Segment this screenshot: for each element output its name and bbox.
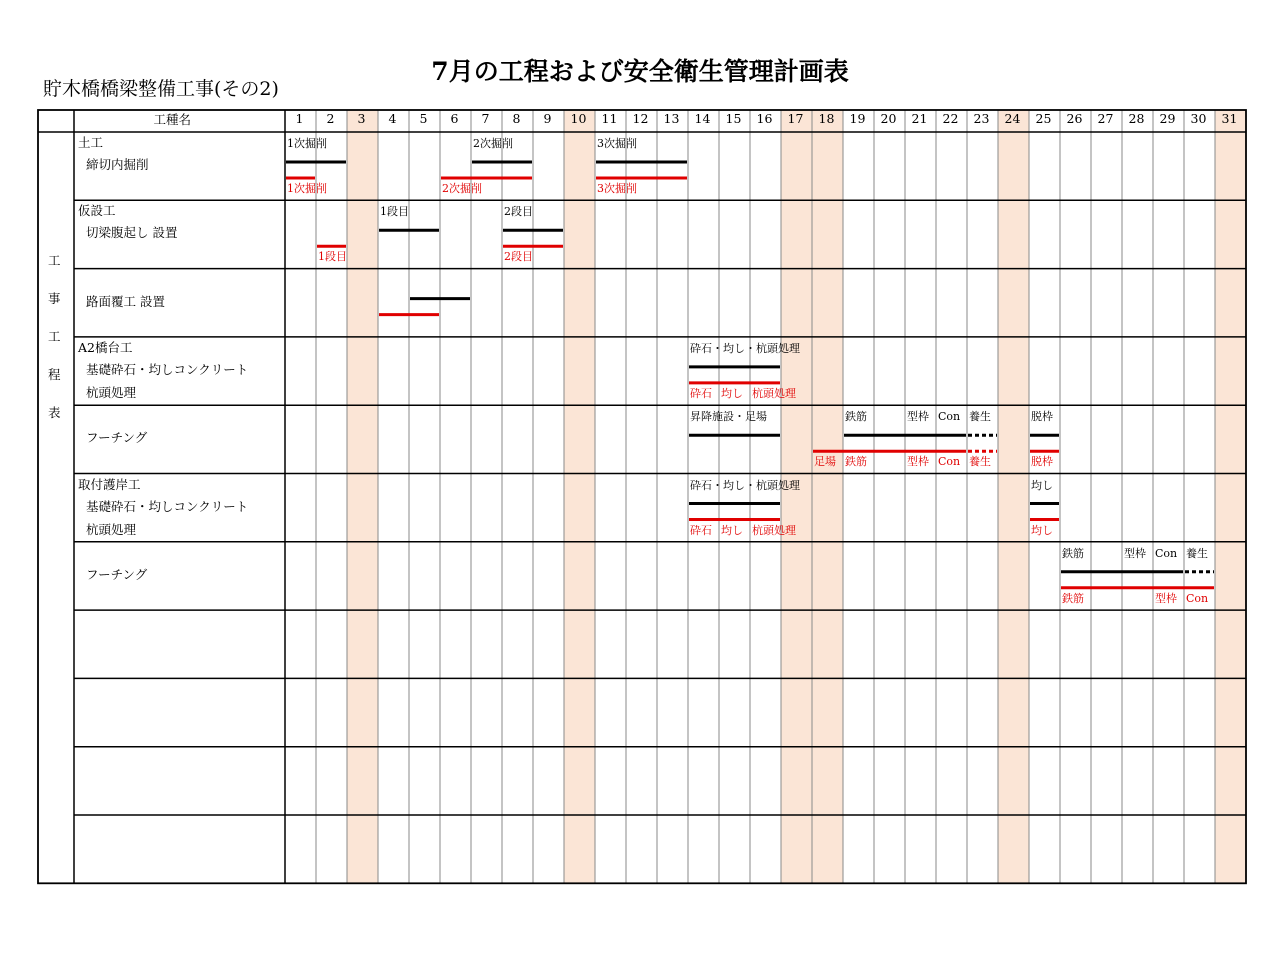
holiday-column — [347, 110, 378, 883]
plan-note: 養生 — [969, 410, 991, 424]
project-name: 貯木橋橋梁整備工事(その2) — [43, 78, 279, 100]
side-label-char: 工 — [48, 253, 61, 268]
safety-note: 2次掘削 — [442, 182, 482, 195]
side-label-char: 程 — [48, 367, 61, 382]
day-header: 9 — [543, 111, 552, 126]
day-header: 8 — [512, 111, 521, 126]
day-header: 21 — [911, 111, 928, 126]
day-header: 7 — [481, 111, 490, 126]
plan-note: 鉄筋 — [845, 410, 867, 424]
day-header: 23 — [973, 111, 990, 126]
plan-note: 養生 — [1186, 546, 1208, 560]
day-header: 22 — [942, 111, 959, 126]
day-header: 5 — [419, 111, 428, 126]
side-label-char: 事 — [48, 291, 61, 306]
plan-note: 昇降施設・足場 — [690, 410, 767, 424]
plan-note: 脱枠 — [1031, 410, 1053, 424]
safety-note: 型枠 — [907, 455, 929, 469]
safety-note: 1段目 — [318, 250, 347, 264]
day-header: 16 — [756, 111, 773, 126]
work-item: 杭頭処理 — [86, 384, 137, 400]
safety-note: Con — [938, 455, 961, 469]
plan-note: 砕石・均し・杭頭処理 — [690, 478, 800, 492]
day-header: 13 — [663, 111, 680, 126]
plan-note: 1次掘削 — [287, 137, 327, 150]
day-header: 11 — [601, 111, 618, 126]
safety-note: 3次掘削 — [597, 182, 637, 195]
day-header: 12 — [632, 111, 649, 126]
safety-note: 均し — [721, 386, 743, 400]
day-header: 28 — [1128, 111, 1145, 126]
work-category: 取付護岸工 — [78, 476, 141, 492]
holiday-column — [1215, 110, 1246, 883]
day-header: 1 — [295, 111, 304, 126]
work-category: A2橋台工 — [78, 339, 133, 355]
work-item: 杭頭処理 — [86, 521, 137, 537]
safety-note: 1次掘削 — [287, 182, 327, 195]
day-header: 24 — [1004, 111, 1021, 126]
day-header: 20 — [880, 111, 897, 126]
work-item: 路面覆工 設置 — [86, 293, 165, 309]
safety-note: Con — [1186, 591, 1209, 605]
safety-note: 2段目 — [504, 250, 533, 264]
safety-note: 型枠 — [1155, 591, 1177, 605]
side-label-char: 工 — [48, 329, 61, 344]
safety-note: 砕石 — [690, 523, 712, 537]
safety-note: 均し — [721, 523, 743, 537]
day-header: 2 — [326, 111, 335, 126]
safety-note: 均し — [1031, 523, 1053, 537]
safety-note: 鉄筋 — [1062, 591, 1084, 605]
plan-note: 2段目 — [504, 205, 533, 219]
plan-note: 1段目 — [380, 205, 409, 219]
day-header: 4 — [388, 111, 397, 126]
safety-note: 養生 — [969, 455, 991, 469]
day-header: 3 — [357, 111, 366, 126]
plan-note: 砕石・均し・杭頭処理 — [690, 341, 800, 355]
safety-note: 脱枠 — [1031, 455, 1053, 469]
work-item: 基礎砕石・均しコンクリート — [86, 362, 249, 378]
safety-note: 鉄筋 — [845, 455, 867, 469]
day-header: 19 — [849, 111, 866, 126]
day-header: 17 — [787, 111, 804, 126]
day-header: 26 — [1066, 111, 1083, 126]
plan-note: Con — [938, 410, 961, 424]
day-header: 25 — [1035, 111, 1052, 126]
plan-note: 均し — [1031, 478, 1053, 492]
day-header: 14 — [694, 111, 711, 126]
holiday-column — [781, 110, 812, 883]
safety-note: 杭頭処理 — [752, 523, 796, 537]
work-category: 土工 — [78, 135, 104, 150]
day-header: 31 — [1221, 111, 1238, 126]
safety-note: 足場 — [814, 455, 836, 469]
safety-note: 杭頭処理 — [752, 386, 796, 400]
plan-note: 鉄筋 — [1062, 546, 1084, 560]
plan-note: 型枠 — [907, 410, 929, 424]
column-header-label: 工種名 — [153, 112, 192, 127]
side-label-char: 表 — [48, 405, 61, 420]
plan-note: Con — [1155, 546, 1178, 560]
table-border — [38, 110, 1246, 883]
day-header: 15 — [725, 111, 742, 126]
day-header: 30 — [1190, 111, 1207, 126]
work-item: 締切内掘削 — [86, 157, 149, 172]
plan-note: 3次掘削 — [597, 137, 637, 150]
work-item: フーチング — [86, 566, 148, 582]
work-category: 仮設工 — [78, 203, 116, 219]
work-item: 切梁腹起し 設置 — [86, 225, 178, 241]
holiday-column — [998, 110, 1029, 883]
holiday-column — [812, 110, 843, 883]
plan-note: 型枠 — [1124, 546, 1146, 560]
day-header: 10 — [570, 111, 587, 126]
plan-note: 2次掘削 — [473, 137, 513, 150]
day-header: 27 — [1097, 111, 1114, 126]
page-title: 7月の工程および安全衛生管理計画表 — [431, 57, 849, 86]
safety-note: 砕石 — [690, 386, 712, 400]
work-item: フーチング — [86, 430, 148, 446]
day-header: 6 — [450, 111, 459, 126]
day-header: 29 — [1159, 111, 1176, 126]
holiday-column — [564, 110, 595, 883]
day-header: 18 — [818, 111, 835, 126]
work-item: 基礎砕石・均しコンクリート — [86, 499, 249, 514]
